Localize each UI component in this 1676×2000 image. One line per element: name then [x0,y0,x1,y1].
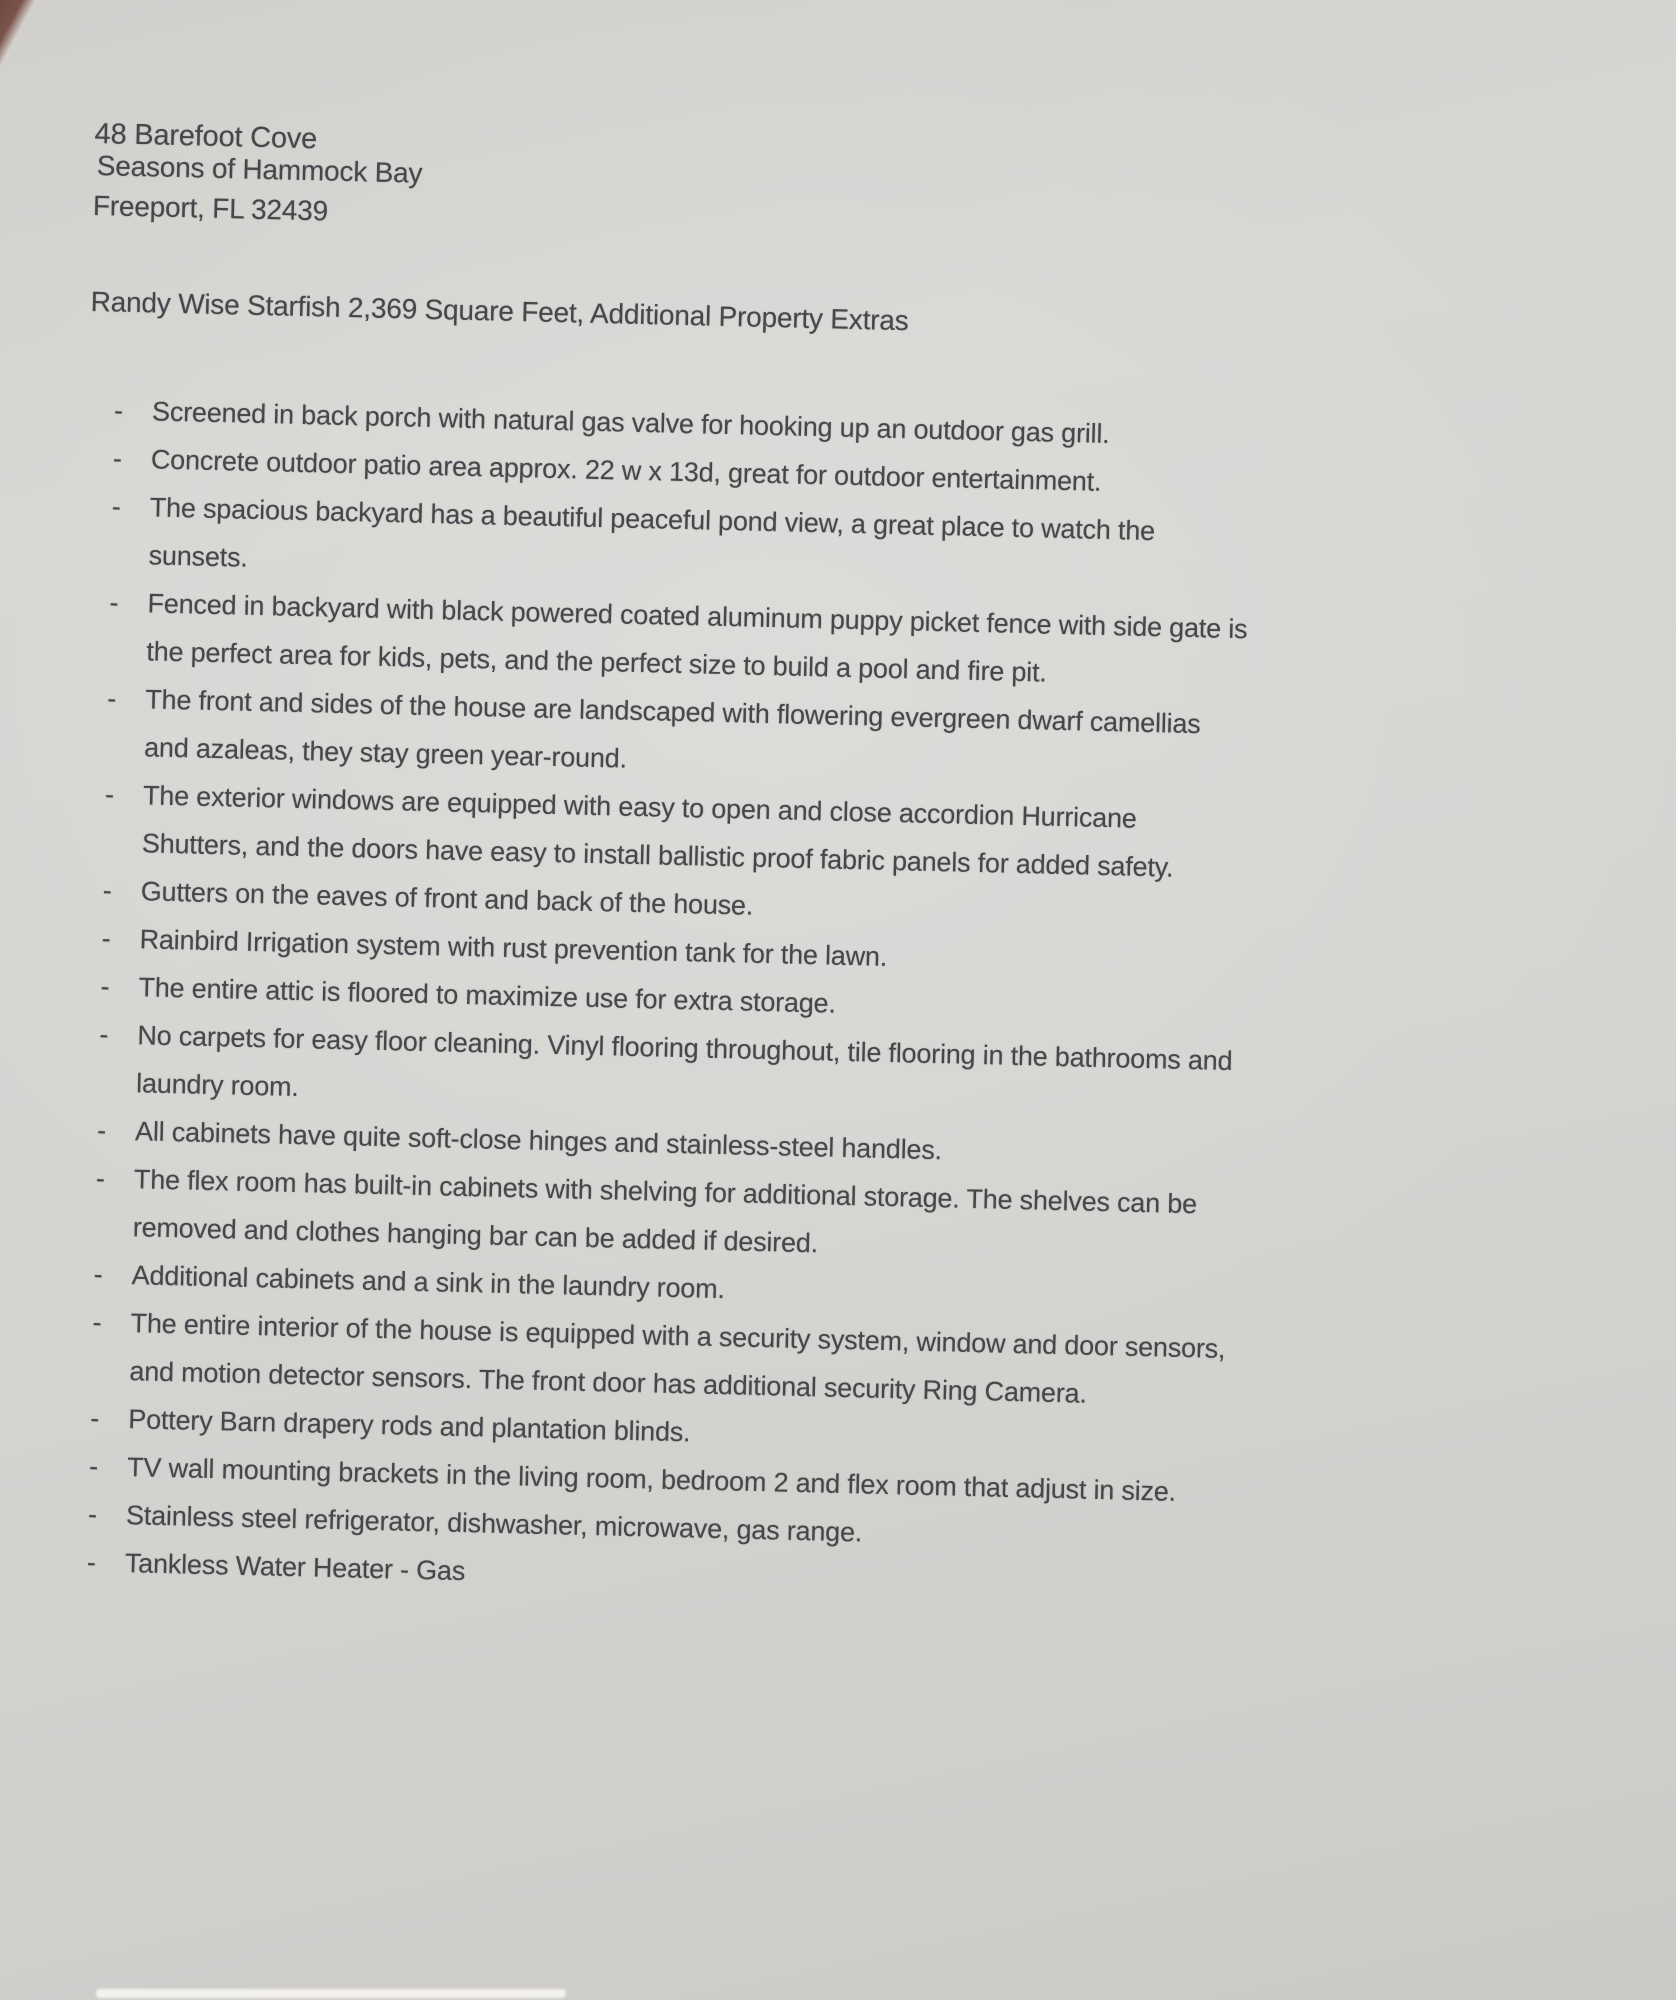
bullet-text: All cabinets have quite soft-close hinges and stainless-steel handles. [134,1116,943,1166]
bullet-dash: - [102,875,112,906]
bullet-text: The entire attic is floored to maximize use for extra storage. [138,972,837,1019]
bullet-text: Tankless Water Heater - Gas [124,1548,466,1587]
bullet-dash: - [113,395,124,426]
photo-corner-artifact [0,0,46,74]
bullet-dash: - [101,923,111,954]
bullet-text: Concrete outdoor patio area approx. 22 w x 13d, great for outdoor entertainment. [150,444,1102,497]
address-street: 48 Barefoot Cove [94,118,318,156]
bullet-dash: - [106,683,117,714]
bullet-dash: - [111,491,121,522]
bullet-text: Screened in back porch with natural gas valve for hooking up an outdoor gas grill. [151,396,1110,449]
bullet-text: Rainbird Irrigation system with rust prevention tank for the lawn. [139,924,888,972]
address-community: Seasons of Hammock Bay [96,150,423,189]
bullet-text: Additional cabinets and a sink in the laundry room. [131,1260,726,1305]
bullet-dash: - [87,1499,98,1530]
bullet-dash: - [109,587,119,618]
address-city-state-zip: Freeport, FL 32439 [92,189,329,227]
bullet-dash: - [112,443,123,474]
bullet-dash: - [100,971,110,1002]
bullet-dash: - [90,1403,100,1434]
bullet-dash: - [95,1163,106,1194]
bullet-text: The flex room has built-in cabinets with shelving for additional storage. The shelves can be removed and clothes hanging bar can be added if desired. [132,1164,1198,1259]
paper-sheet [60,118,1266,1613]
property-address-block [93,118,1267,250]
bullet-text: Fenced in backyard with black powered coated aluminum puppy picket fence with side gate is the perfect area for kids, pets, and the perfect size to build a pool and fire pit. [146,588,1248,688]
bullet-dash: - [88,1451,99,1482]
bullet-text: The spacious backyard has a beautiful peaceful pond view, a great place to watch the sunsets. [148,492,1156,573]
bullet-text: TV wall mounting brackets in the living room, bedroom 2 and flex room that adjust in size. [126,1452,1177,1507]
bullet-text: Stainless steel refrigerator, dishwasher, microwave, gas range. [125,1500,863,1548]
features-list [60,386,1260,1613]
bullet-dash: - [99,1019,109,1050]
document-title: Randy Wise Starfish 2,369 Square Feet, Additional Property Extras [90,285,909,337]
bullet-text: Gutters on the eaves of front and back of the house. [140,876,754,921]
bullet-text: The entire interior of the house is equipped with a security system, window and door sensors, and motion detector sensors. The front door has additional security Ring Camera. [129,1308,1226,1409]
bullet-text: Pottery Barn drapery rods and plantation blinds. [128,1404,691,1448]
bullet-dash: - [96,1115,107,1146]
bullet-dash: - [104,779,115,810]
bullet-text: The exterior windows are equipped with easy to open and close accordion Hurricane Shutters, and the doors have easy to install ballistic proof fabric panels for added safety. [141,780,1174,883]
paper-bottom-edge [96,1989,566,1998]
bullet-text: The front and sides of the house are landscaped with flowering evergreen dwarf camellias and azaleas, they stay green year-round. [143,684,1201,774]
bullet-dash: - [92,1307,102,1338]
bullet-dash: - [93,1259,103,1290]
bullet-text: No carpets for easy floor cleaning. Vinyl flooring throughout, tile flooring in the bathrooms and laundry room. [135,1020,1233,1103]
bullet-dash: - [86,1547,97,1578]
